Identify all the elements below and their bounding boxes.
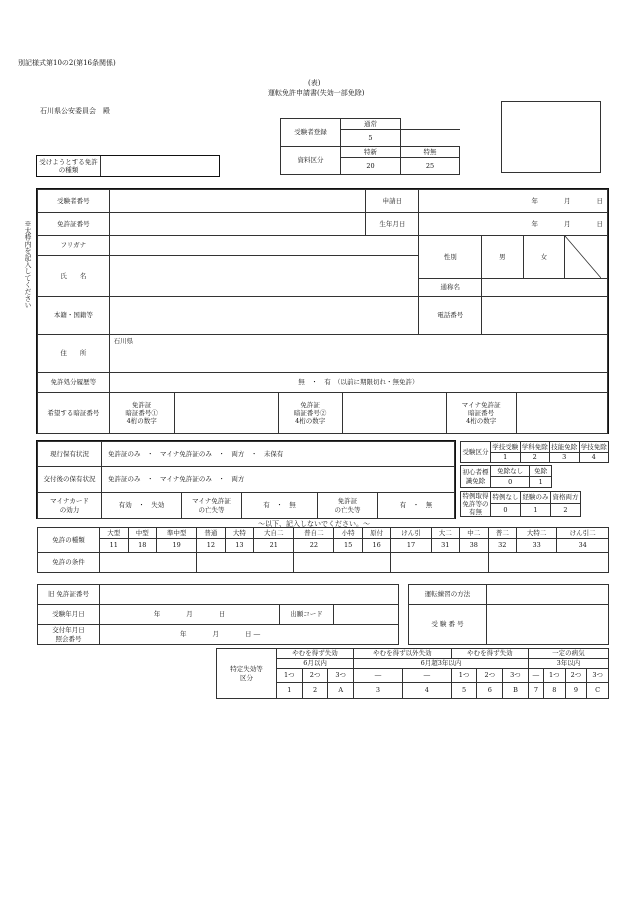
license-kind-code[interactable]: 22 xyxy=(294,539,334,553)
addressee: 石川県公安委員会 殿 xyxy=(40,107,110,115)
after-value[interactable]: 免許証のみ ・ マイナ免許証のみ ・ 両方 xyxy=(102,467,455,493)
special-val[interactable]: 0 xyxy=(491,503,521,517)
license-type-label: 受けようとする免許の種類 xyxy=(37,156,101,176)
name-label: 氏 名 xyxy=(38,256,110,297)
domicile-field[interactable] xyxy=(109,297,419,335)
old-license-label: 旧 免許証番号 xyxy=(38,585,100,605)
lapse-sub: ― xyxy=(402,669,451,683)
data-class-label: 資料区分 xyxy=(281,146,341,174)
side-note: ※太枠内を記入してください xyxy=(23,220,31,309)
lapse-sub: 3つ xyxy=(587,669,609,683)
address-prefix: 石川県 xyxy=(113,337,134,345)
license-kinds-label: 免許の種類 xyxy=(38,528,100,553)
lapse-table xyxy=(216,648,609,699)
col-tokumu: 特無 xyxy=(401,146,460,157)
license-kind-head: けん引二 xyxy=(557,528,609,539)
val-5: 5 xyxy=(341,129,401,146)
lapse-sub: 2つ xyxy=(302,669,328,683)
license-kind-code[interactable]: 16 xyxy=(362,539,391,553)
condition-field[interactable] xyxy=(294,553,391,573)
exam-class-head: 技能免除 xyxy=(551,442,578,451)
license-kind-head: けん引 xyxy=(391,528,431,539)
photo-box xyxy=(501,101,601,173)
beginner-table xyxy=(460,465,552,488)
issue-field[interactable]: 年 月 日 ― xyxy=(100,625,399,645)
license-kind-code[interactable]: 12 xyxy=(197,539,226,553)
lapse-sub: 2つ xyxy=(565,669,587,683)
lapse-code[interactable]: C xyxy=(587,683,609,699)
furigana-field[interactable] xyxy=(109,236,419,256)
myna-lost-label: マイナ免許証 の亡失等 xyxy=(182,493,242,519)
card-effect-value[interactable]: 有効 ・ 失効 xyxy=(102,493,182,519)
exam-no-field[interactable] xyxy=(487,605,609,645)
pin1-field[interactable] xyxy=(174,393,278,433)
sex-diagonal xyxy=(565,236,608,279)
exam-class-label: 受験区分 xyxy=(461,442,491,463)
form-title: 運転免許申請書(失効一部免除) xyxy=(268,89,365,97)
lapse-sub: 1つ xyxy=(451,669,477,683)
license-kind-code[interactable]: 34 xyxy=(557,539,609,553)
myna-lost-value[interactable]: 有 ・ 無 xyxy=(242,493,318,519)
lapse-code[interactable]: 9 xyxy=(565,683,587,699)
license-kind-code[interactable]: 18 xyxy=(128,539,157,553)
lapse-code[interactable]: 6 xyxy=(477,683,503,699)
old-license-table xyxy=(37,584,399,645)
lapse-group: やむを得ず失効 xyxy=(277,649,354,659)
lapse-group: やむを得ず以外失効 xyxy=(354,649,452,659)
pin3-field[interactable] xyxy=(516,393,607,433)
issue-label: 交付年月日 照会番号 xyxy=(38,625,100,645)
address-label: 住 所 xyxy=(38,335,110,373)
beginner-label: 初心者標識免除 xyxy=(461,466,491,488)
license-kind-head: 準中型 xyxy=(157,528,197,539)
exam-class-table xyxy=(460,441,609,463)
beginner-val[interactable]: 1 xyxy=(530,477,552,488)
lapse-code[interactable]: 3 xyxy=(354,683,403,699)
examinee-no-label: 受験者番号 xyxy=(38,190,110,213)
pin-label: 希望する暗証番号 xyxy=(38,393,110,434)
app-code-label: 出願コード xyxy=(280,605,334,625)
lapse-group: 一定の病気 xyxy=(528,649,608,659)
alias-label: 通称名 xyxy=(419,279,481,297)
examinee-no-field[interactable] xyxy=(109,190,366,213)
address-field[interactable] xyxy=(109,335,607,373)
form-reference: 別記様式第10の2(第16条関係) xyxy=(18,59,116,67)
lapse-sub: ― xyxy=(354,669,403,683)
exam-no-label: 受 験 番 号 xyxy=(409,605,487,645)
lapse-sub: 2つ xyxy=(477,669,503,683)
col-normal: 通常 xyxy=(341,119,401,130)
val-25: 25 xyxy=(401,157,460,174)
license-kind-head: 普二 xyxy=(488,528,517,539)
license-kind-head: 普通 xyxy=(197,528,226,539)
furigana-label: フリガナ xyxy=(38,236,110,256)
main-table xyxy=(37,189,608,434)
lapse-sub: ― xyxy=(528,669,543,683)
license-type-field[interactable] xyxy=(101,156,219,176)
card-effect-label: マイナカード の効力 xyxy=(38,493,102,519)
pin2-field[interactable] xyxy=(342,393,446,433)
license-kind-code[interactable]: 15 xyxy=(334,539,363,553)
license-kind-head: 原付 xyxy=(362,528,391,539)
license-kind-head: 大特 xyxy=(225,528,254,539)
lapse-code[interactable]: 8 xyxy=(543,683,565,699)
exam-class-val[interactable]: 3 xyxy=(550,453,580,463)
current-value[interactable]: 免許証のみ ・ マイナ免許証のみ ・ 両方 ・ 未保有 xyxy=(102,442,455,467)
license-kind-head: 中型 xyxy=(128,528,157,539)
exam-class-head: 学科免除 xyxy=(521,442,548,451)
license-kind-head: 大二 xyxy=(431,528,460,539)
license-kind-code[interactable]: 33 xyxy=(517,539,557,553)
practice-field[interactable] xyxy=(487,585,609,605)
license-kind-code[interactable]: 31 xyxy=(431,539,460,553)
condition-field[interactable] xyxy=(100,553,197,573)
license-kind-head: 大型 xyxy=(100,528,129,539)
condition-field[interactable] xyxy=(488,553,608,573)
domicile-label: 本籍・国籍等 xyxy=(38,297,110,335)
lapse-label: 特定失効等 区分 xyxy=(217,649,277,699)
condition-field[interactable] xyxy=(197,553,294,573)
license-kind-code[interactable]: 38 xyxy=(460,539,489,553)
license-kind-head: 普自二 xyxy=(294,528,334,539)
special-label: 特例取得免許等の有無 xyxy=(462,492,489,517)
phone-label: 電話番号 xyxy=(419,297,481,335)
license-no-label: 免許証番号 xyxy=(38,213,110,236)
lapse-period: 3年以内 xyxy=(528,659,608,669)
practice-label: 運転練習の方法 xyxy=(409,585,487,605)
exam-class-head: 学技免除 xyxy=(580,442,607,451)
lapse-sub: 1つ xyxy=(543,669,565,683)
exam-class-val[interactable]: 2 xyxy=(520,453,550,463)
special-head: 経験のみ xyxy=(522,493,549,502)
lapse-code[interactable]: 2 xyxy=(302,683,328,699)
lapse-code[interactable]: 4 xyxy=(402,683,451,699)
lapse-code[interactable]: B xyxy=(503,683,529,699)
license-kinds-table xyxy=(37,527,609,573)
current-label: 現行保有状況 xyxy=(38,442,102,467)
lapse-period: 6月以内 xyxy=(277,659,354,669)
exam-reg-label: 受験者登録 xyxy=(281,119,341,147)
alias-field[interactable] xyxy=(481,279,607,297)
license-kind-code[interactable]: 19 xyxy=(157,539,197,553)
lapse-code[interactable]: 5 xyxy=(451,683,477,699)
license-kind-head: 小特 xyxy=(334,528,363,539)
lapse-code[interactable]: 1 xyxy=(277,683,303,699)
practice-table xyxy=(408,584,609,645)
name-field[interactable] xyxy=(109,256,419,297)
birth-date-field[interactable]: 年 月 日 xyxy=(419,213,608,236)
sex-female[interactable]: 女 xyxy=(523,236,565,279)
conditions-label: 免許の条件 xyxy=(38,553,100,573)
license-type-box xyxy=(36,155,220,177)
license-kind-head: 中二 xyxy=(460,528,489,539)
exam-date-label: 受験年月日 xyxy=(38,605,100,625)
sex-label: 性別 xyxy=(419,236,481,279)
lapse-group: やむを得ず失効 xyxy=(451,649,528,659)
pin3-label: マイナ免許証 暗証番号 4桁の数字 xyxy=(446,393,516,433)
lapse-period: 6月超3年以内 xyxy=(354,659,529,669)
license-kind-code[interactable]: 13 xyxy=(225,539,254,553)
special-val[interactable]: 2 xyxy=(551,503,581,517)
old-license-field[interactable] xyxy=(100,585,399,605)
lapse-sub: 3つ xyxy=(503,669,529,683)
lapse-sub: 1つ xyxy=(277,669,303,683)
app-code-field[interactable] xyxy=(334,605,399,625)
birth-date-label: 生年月日 xyxy=(366,213,419,236)
beginner-head: 免除 xyxy=(530,466,552,477)
condition-field[interactable] xyxy=(391,553,488,573)
special-head: 資格両方 xyxy=(552,493,579,502)
lapse-code[interactable]: 7 xyxy=(528,683,543,699)
license-kind-code[interactable]: 32 xyxy=(488,539,517,553)
status-table xyxy=(37,441,455,519)
beginner-head: 免除なし xyxy=(491,466,530,477)
val-20: 20 xyxy=(341,157,401,174)
col-tokushin: 特新 xyxy=(341,146,401,157)
apply-date-field[interactable]: 年 月 日 xyxy=(419,190,608,213)
history-label: 免許処分履歴等 xyxy=(38,373,110,393)
special-val[interactable]: 1 xyxy=(521,503,551,517)
lic-lost-label: 免許証 の亡失等 xyxy=(318,493,378,519)
exam-class-val[interactable]: 1 xyxy=(491,453,521,463)
license-kind-code[interactable]: 17 xyxy=(391,539,431,553)
pin1-label: 免許証 暗証番号① 4桁の数字 xyxy=(125,400,158,426)
special-table xyxy=(460,491,581,517)
license-kind-code[interactable]: 11 xyxy=(100,539,129,553)
sex-male[interactable]: 男 xyxy=(481,236,523,279)
lapse-sub: 3つ xyxy=(328,669,354,683)
lic-lost-value[interactable]: 有 ・ 無 xyxy=(378,493,455,519)
beginner-val[interactable]: 0 xyxy=(491,477,530,488)
special-head: 特例なし xyxy=(492,493,519,502)
pin2-label: 免許証 暗証番号② 4桁の数字 xyxy=(278,393,342,433)
lapse-code[interactable]: A xyxy=(328,683,354,699)
phone-field[interactable] xyxy=(481,297,607,335)
license-kind-head: 大自二 xyxy=(254,528,294,539)
exam-date-field[interactable]: 年 月 日 xyxy=(100,605,280,625)
exam-class-head: 学技受験 xyxy=(492,442,519,451)
exam-registration-box xyxy=(280,118,460,175)
note-below: ～以下、記入しないでください。～ xyxy=(258,520,370,528)
license-no-field[interactable] xyxy=(109,213,366,236)
license-kind-head: 大特二 xyxy=(517,528,557,539)
apply-date-label: 申請日 xyxy=(366,190,419,213)
after-label: 交付後の保有状況 xyxy=(38,467,102,493)
side-label: (表) xyxy=(308,79,321,87)
exam-class-val[interactable]: 4 xyxy=(579,453,609,463)
license-kind-code[interactable]: 21 xyxy=(254,539,294,553)
history-value[interactable]: 無 ・ 有 （以前に期限切れ・無免許） xyxy=(109,373,607,393)
